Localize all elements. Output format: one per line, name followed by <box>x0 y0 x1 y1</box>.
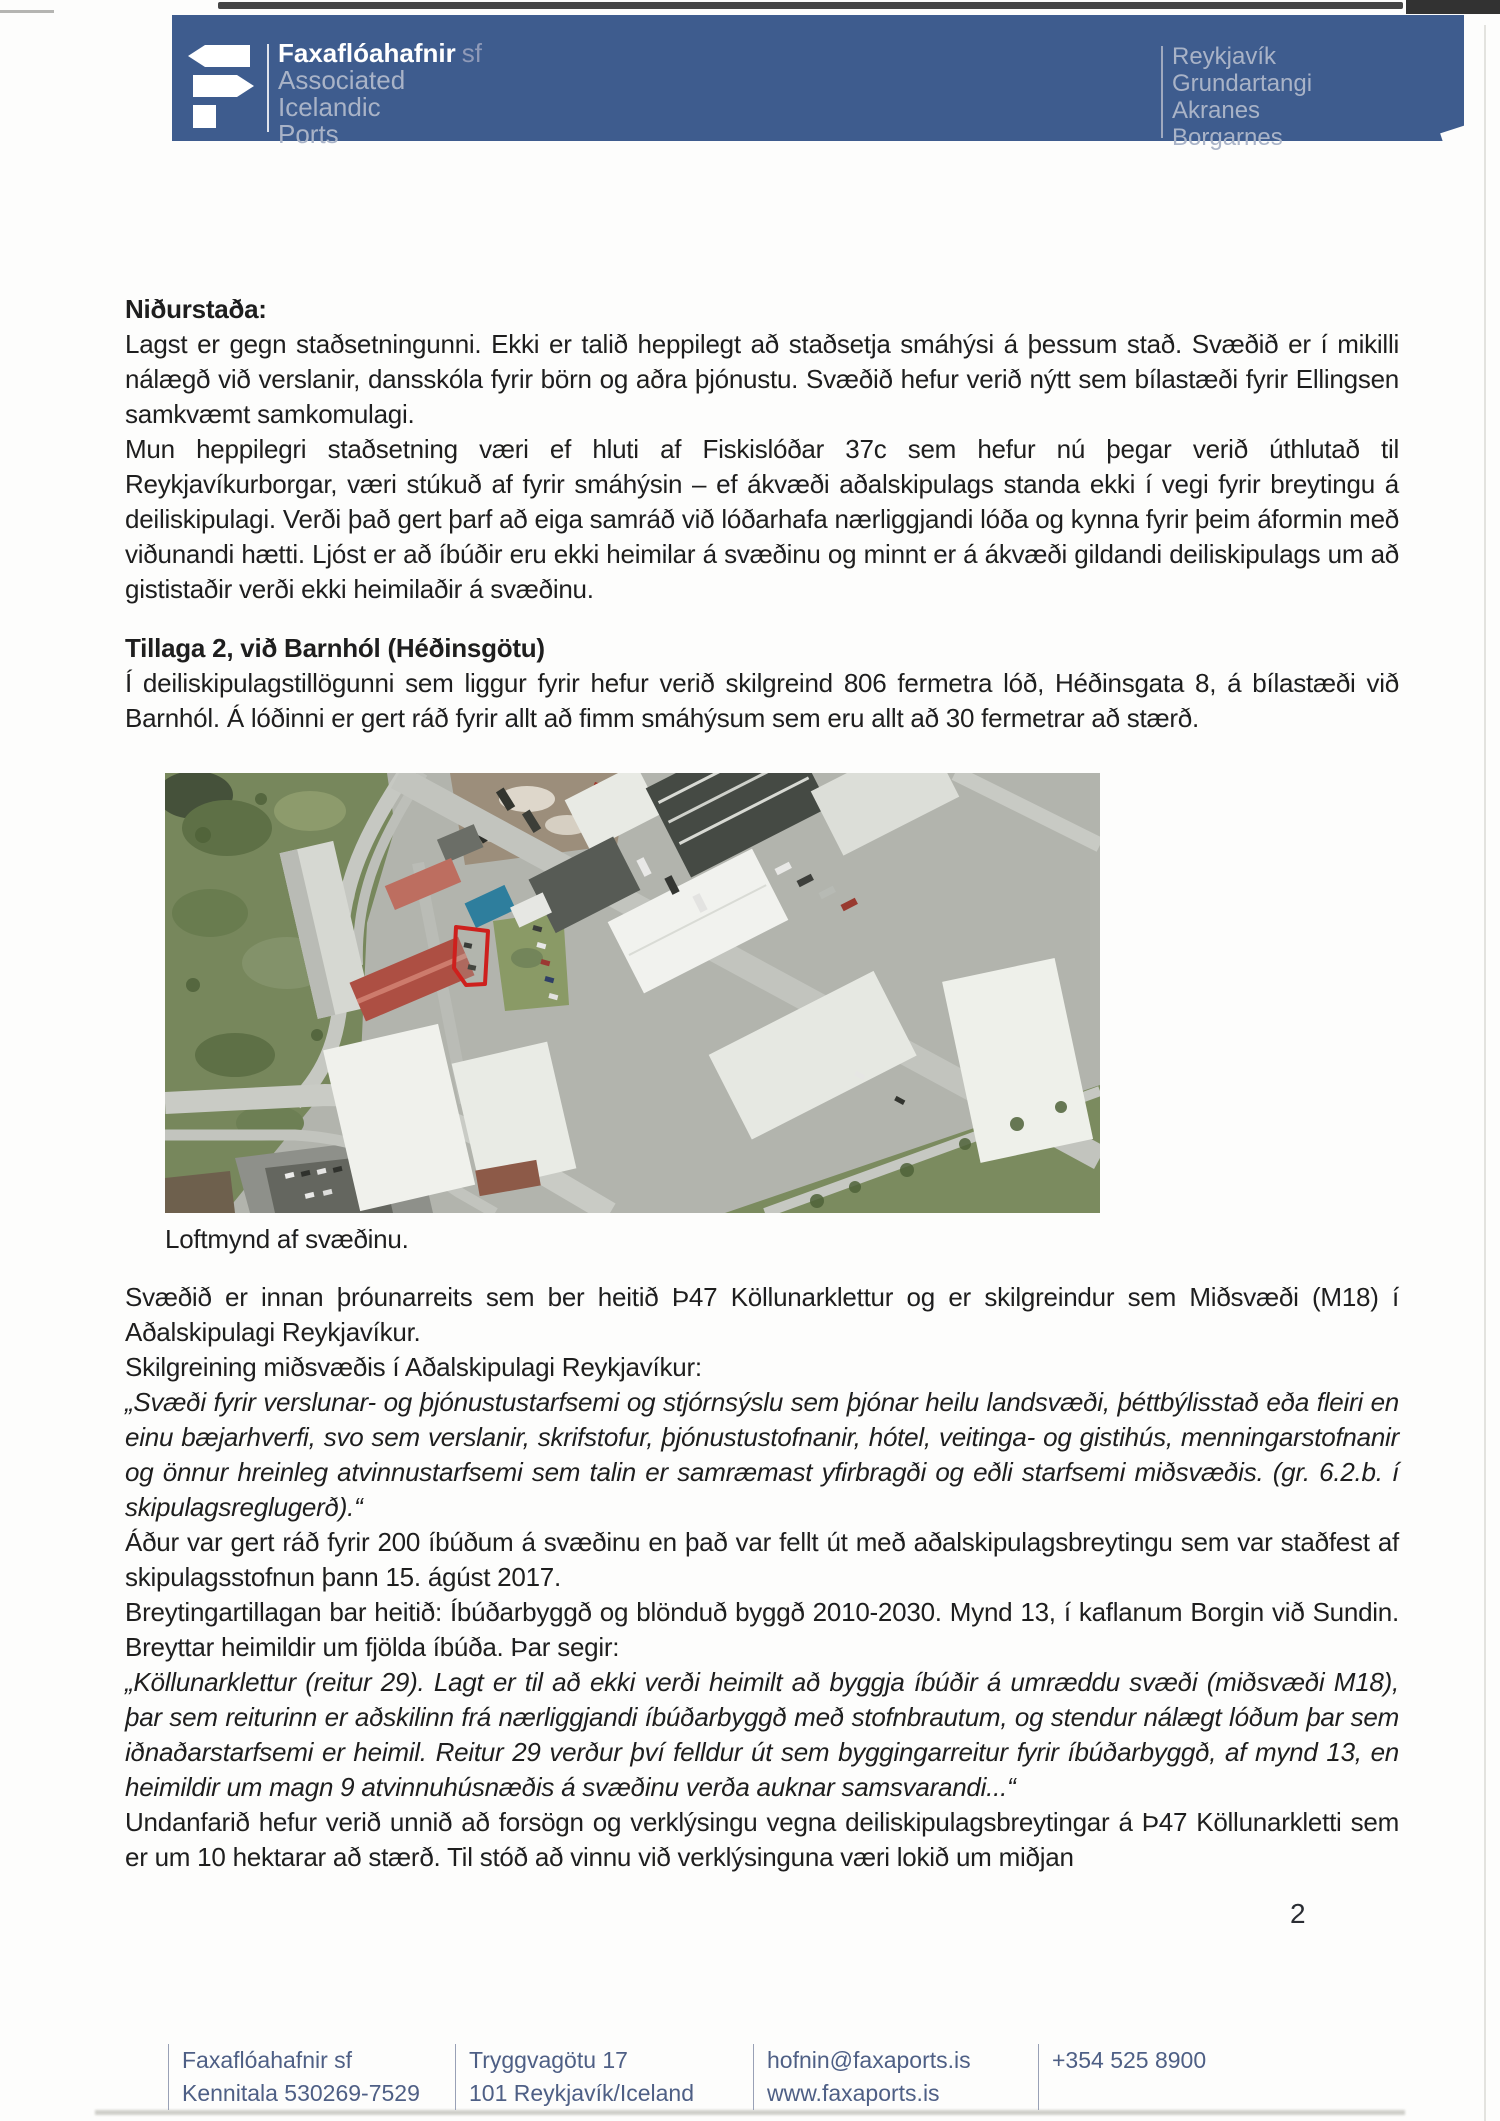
quote-2: „Köllunarklettur (reitur 29). Lagt er til að ekki verði heimilt að byggja íbúðir á umræddu svæði (miðsvæði M18), þar sem reiturinn er aðskilinn frá nærliggjandi íbúðarbyggð með stofnbrautum, og stendur nálægt lóðum þar sem iðnaðarstarfsemi er heimil. Reitur 29 verður því felldur út sem byggingarreitur fyrir íbúðarbyggð, af mynd 13, en heimildir um magn 9 atvinnuhúsnæðis á svæðinu verða auknar samsvarandi...“ <box>125 1667 1399 1802</box>
brand-suffix: sf <box>461 38 482 68</box>
page-number: 2 <box>1290 1898 1306 1929</box>
scan-artifact-right-edge <box>1484 25 1486 2121</box>
faxafloahafnir-logo-icon <box>186 45 266 137</box>
scan-artifact-left-tick <box>0 10 54 13</box>
footer-phone-column <box>1038 2044 1206 2110</box>
location-borgarnes: Borgarnes <box>1172 124 1283 151</box>
brand-sub-2: Icelandic <box>278 92 381 122</box>
footer-contact-column <box>753 2044 971 2110</box>
footer-street: Tryggvagötu 17 <box>469 2047 628 2073</box>
scan-artifact-top-right <box>1406 0 1500 14</box>
quote-1: „Svæði fyrir verslunar- og þjónustustarfsemi og stjórnsýslu sem þjónar heilu landsvæði, þéttbýlisstað eða fleiri en einu bæjarhverfi, svo sem verslanir, skrifstofur, þjónustustofnanir, hótel, veitinga- og gistihús, menningarstofnanir og önnur hreinleg atvinnustarfsemi sem talin er samræmast yfirbragði og eðli starfsemi miðsvæðis. (gr. 6.2.b. í skipulagsreglugerð).“ <box>125 1387 1399 1522</box>
brand-block <box>278 40 482 148</box>
footer-company-column <box>168 2044 420 2110</box>
logo-divider <box>267 44 269 132</box>
location-akranes: Akranes <box>1172 97 1261 124</box>
paragraph-6: Áður var gert ráð fyrir 200 íbúðum á svæðinu en það var fellt út með aðalskipulagsbreytingu sem var staðfest af skipulagsstofnun þann 15. ágúst 2017. <box>125 1527 1399 1592</box>
section2-title: Tillaga 2, við Barnhól (Héðinsgötu) <box>125 633 545 663</box>
aerial-photo-figure <box>165 773 1100 1256</box>
locations-list <box>1172 43 1312 151</box>
paragraph-3: Í deiliskipulagstillögunni sem liggur fyrir hefur verið skilgreind 806 fermetra lóð, Héðinsgata 8, á bílastæði við Barnhól. Á lóðinni er gert ráð fyrir allt að fimm smáhýsum sem eru allt að 30 fermetrar að stærð. <box>125 668 1399 733</box>
footer-phone: +354 525 8900 <box>1052 2047 1207 2073</box>
footer-website: www.faxaports.is <box>767 2080 940 2106</box>
location-grundartangi: Grundartangi <box>1172 70 1313 97</box>
brand-name: Faxaflóahafnir <box>278 38 456 68</box>
body-text-upper <box>125 292 1399 736</box>
paragraph-4: Svæðið er innan þróunarreits sem ber heitið Þ47 Köllunarklettur og er skilgreindur sem Miðsvæði (M18) í Aðalskipulagi Reykjavíkur. <box>125 1282 1399 1347</box>
brand-sub-3: Ports <box>278 119 339 149</box>
footer-company-name: Faxaflóahafnir sf <box>182 2047 353 2073</box>
paragraph-7: Breytingartillagan bar heitið: Íbúðarbyggð og blönduð byggð 2010-2030. Mynd 13, í kaflanum Borgin við Sundin. Breyttar heimildir um fjölda íbúða. Þar segir: <box>125 1597 1399 1662</box>
header-banner <box>172 15 1464 151</box>
image-caption: Loftmynd af svæðinu. <box>165 1224 409 1254</box>
paragraph-5: Skilgreining miðsvæðis í Aðalskipulagi Reykjavíkur: <box>125 1352 702 1382</box>
scan-artifact-top-strip <box>218 2 1403 9</box>
footer-email: hofnin@faxaports.is <box>767 2047 971 2073</box>
paragraph-8: Undanfarið hefur verið unnið að forsögn og verklýsingu vegna deiliskipulagsbreytingar á Þ47 Köllunarkletti sem er um 10 hektarar að stærð. Til stóð að vinnu við verklýsinguna væri lokið um miðjan <box>125 1807 1399 1872</box>
footer-city: 101 Reykjavík/Iceland <box>469 2080 695 2106</box>
location-reykjavik: Reykjavík <box>1172 43 1277 70</box>
paragraph-gap <box>125 607 1399 631</box>
body-text-lower <box>125 1280 1399 1875</box>
locations-divider <box>1161 46 1163 138</box>
section1-title: Niðurstaða: <box>125 294 267 324</box>
footer-company-id: Kennitala 530269-7529 <box>182 2080 420 2106</box>
paragraph-2: Mun heppilegri staðsetning væri ef hluti af Fiskislóðar 37c sem hefur nú þegar verið úthlutað til Reykjavíkurborgar, væri stúkuð af fyrir smáhýsin – ef ákvæði aðalskipulags standa ekki í vegi fyrir breytingu á deiliskipulagi. Verði það gert þarf að eiga samráð við lóðarhafa nærliggjandi lóða og kynna fyrir þeim áformin með viðunandi hætti. Ljóst er að íbúðir eru ekki heimilar á svæðinu og minnt er á ákvæði gildandi deiliskipulags um að gististaðir verði ekki heimilaðir á svæðinu. <box>125 434 1399 604</box>
brand-sub-1: Associated <box>278 65 406 95</box>
brand-name-line <box>278 40 482 67</box>
highlighted-plot-outline <box>454 927 488 985</box>
footer-address-column <box>455 2044 694 2110</box>
footer <box>168 2044 1408 2114</box>
aerial-photo <box>165 773 1100 1213</box>
banner-torn-corner <box>1440 125 1470 148</box>
paragraph-1: Lagst er gegn staðsetningunni. Ekki er talið heppilegt að staðsetja smáhýsi á þessum stað. Svæðið er í mikilli nálægð við verslanir, dansskóla fyrir börn og aðra þjónustu. Svæðið hefur verið nýtt sem bílastæði fyrir Ellingsen samkvæmt samkomulagi. <box>125 329 1399 429</box>
